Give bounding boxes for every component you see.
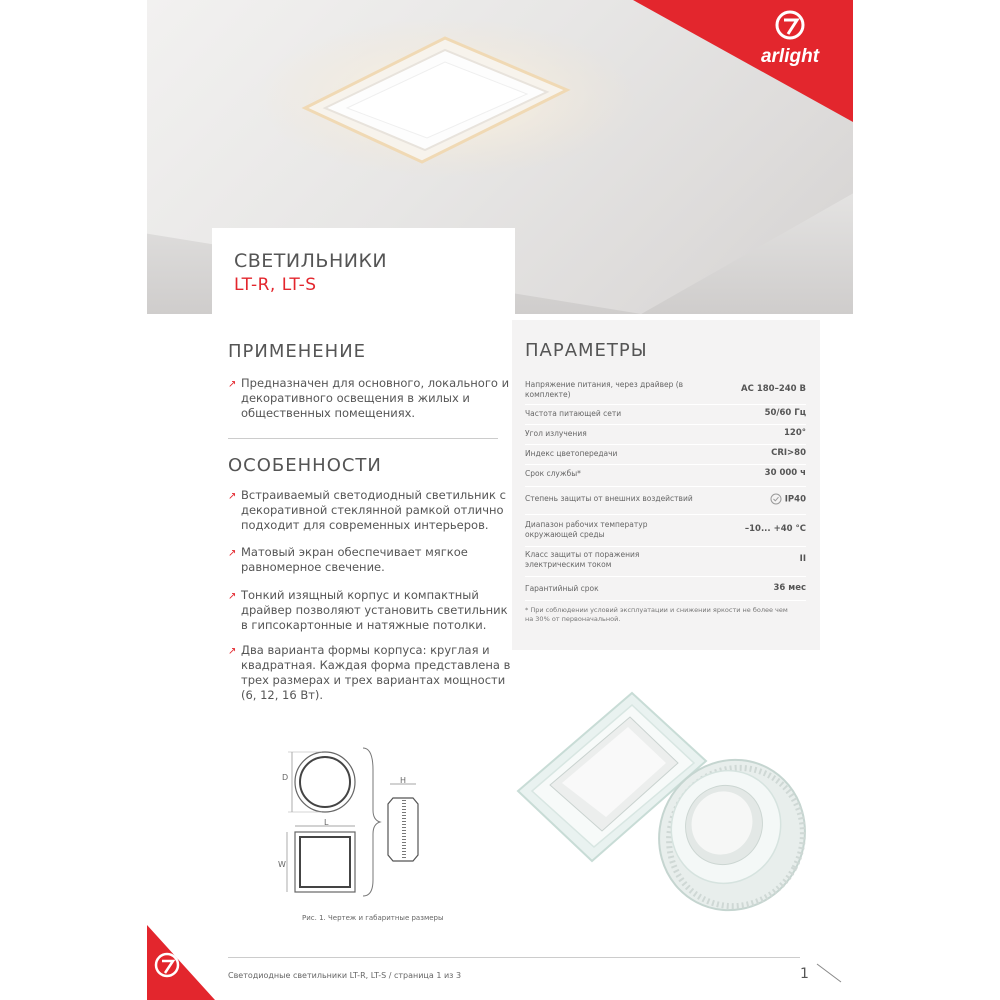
param-value: 120° <box>784 428 806 438</box>
param-value: II <box>799 554 806 564</box>
bullet-arrow-icon: ↗ <box>228 591 237 602</box>
footer-divider <box>228 957 800 958</box>
param-row <box>525 514 806 547</box>
parameters-footnote: * При соблюдении условий эксплуатации и снижении яркости не более чем на 30% от первоначальной. <box>525 606 788 623</box>
bullet-arrow-icon: ↗ <box>228 379 237 390</box>
param-row <box>525 546 806 577</box>
parameters-panel <box>512 320 820 650</box>
feature-bullet <box>228 588 511 633</box>
dim-label-w: W <box>278 860 286 869</box>
bullet-text: Предназначен для основного, локального и декоративного освещения в жилых и общественных помещениях. <box>241 376 510 420</box>
param-value: IP40 <box>784 494 806 505</box>
bullet-arrow-icon: ↗ <box>228 491 237 502</box>
dim-label-l: L <box>324 818 329 827</box>
page-slash-decoration <box>815 962 843 984</box>
param-label: Степень защиты от внешних воздействий <box>525 494 693 503</box>
footer-text: Светодиодные светильники LT-R, LT-S / страница 1 из 3 <box>228 971 462 980</box>
param-label: Класс защиты от поражения электрическим током <box>525 550 640 569</box>
feature-bullet <box>228 545 511 575</box>
param-label: Срок службы* <box>525 469 581 478</box>
page-subtitle: LT-R, LT-S <box>234 275 317 295</box>
dimension-drawing <box>278 740 448 905</box>
param-label: Угол излучения <box>525 429 587 438</box>
bullet-text: Матовый экран обеспечивает мягкое равномерное свечение. <box>241 545 468 574</box>
param-row <box>525 444 806 465</box>
logo-text: arlight <box>760 46 820 67</box>
shield-icon <box>770 493 782 505</box>
param-value: 50/60 Гц <box>764 408 806 418</box>
arlight-logo-icon <box>152 950 182 980</box>
param-value: АС 180–240 В <box>741 384 806 394</box>
brand-logo <box>735 8 845 68</box>
product-photo <box>510 685 810 925</box>
application-heading: ПРИМЕНЕНИЕ <box>228 341 367 362</box>
param-row <box>525 486 806 515</box>
param-value: CRI>80 <box>771 448 806 458</box>
page-title: СВЕТИЛЬНИКИ <box>234 250 388 272</box>
param-value: 36 мес <box>773 583 806 593</box>
divider <box>228 438 498 439</box>
feature-bullet <box>228 488 511 533</box>
param-row <box>525 404 806 425</box>
bullet-text: Встраиваемый светодиодный светильник с декоративной стеклянной рамкой отлично подходит для современных интерьеров. <box>241 488 506 532</box>
param-label: Индекс цветопередачи <box>525 449 618 458</box>
dim-label-d: D <box>282 773 289 782</box>
param-label: Диапазон рабочих температур окружающей среды <box>525 520 648 539</box>
dim-label-h: H <box>400 776 407 785</box>
param-label: Напряжение питания, через драйвер (в комплекте) <box>525 380 684 399</box>
param-value-ip <box>770 493 806 505</box>
param-row <box>525 376 806 405</box>
param-row <box>525 464 806 487</box>
drawing-caption: Рис. 1. Чертеж и габаритные размеры <box>302 914 444 922</box>
param-row <box>525 424 806 445</box>
page-number: 1 <box>800 966 809 982</box>
bullet-arrow-icon: ↗ <box>228 646 237 657</box>
param-label: Частота питающей сети <box>525 409 622 418</box>
bullet-text: Тонкий изящный корпус и компактный драйвер позволяют установить светильник в гипсокартонные и натяжные потолки. <box>241 588 508 632</box>
param-label: Гарантийный срок <box>525 584 599 593</box>
title-card <box>212 228 515 314</box>
application-bullet <box>228 376 511 421</box>
bullet-text: Два варианта формы корпуса: круглая и квадратная. Каждая форма представлена в трех размерах и трех вариантах мощности (6, 12, 16 Вт). <box>241 643 511 702</box>
param-value: –10... +40 °С <box>744 524 806 534</box>
arlight-logo-icon <box>773 8 807 42</box>
parameters-heading: ПАРАМЕТРЫ <box>525 340 648 361</box>
bullet-arrow-icon: ↗ <box>228 548 237 559</box>
features-heading: ОСОБЕННОСТИ <box>228 455 382 476</box>
param-row <box>525 576 806 601</box>
param-value: 30 000 ч <box>764 468 806 478</box>
feature-bullet <box>228 643 511 703</box>
